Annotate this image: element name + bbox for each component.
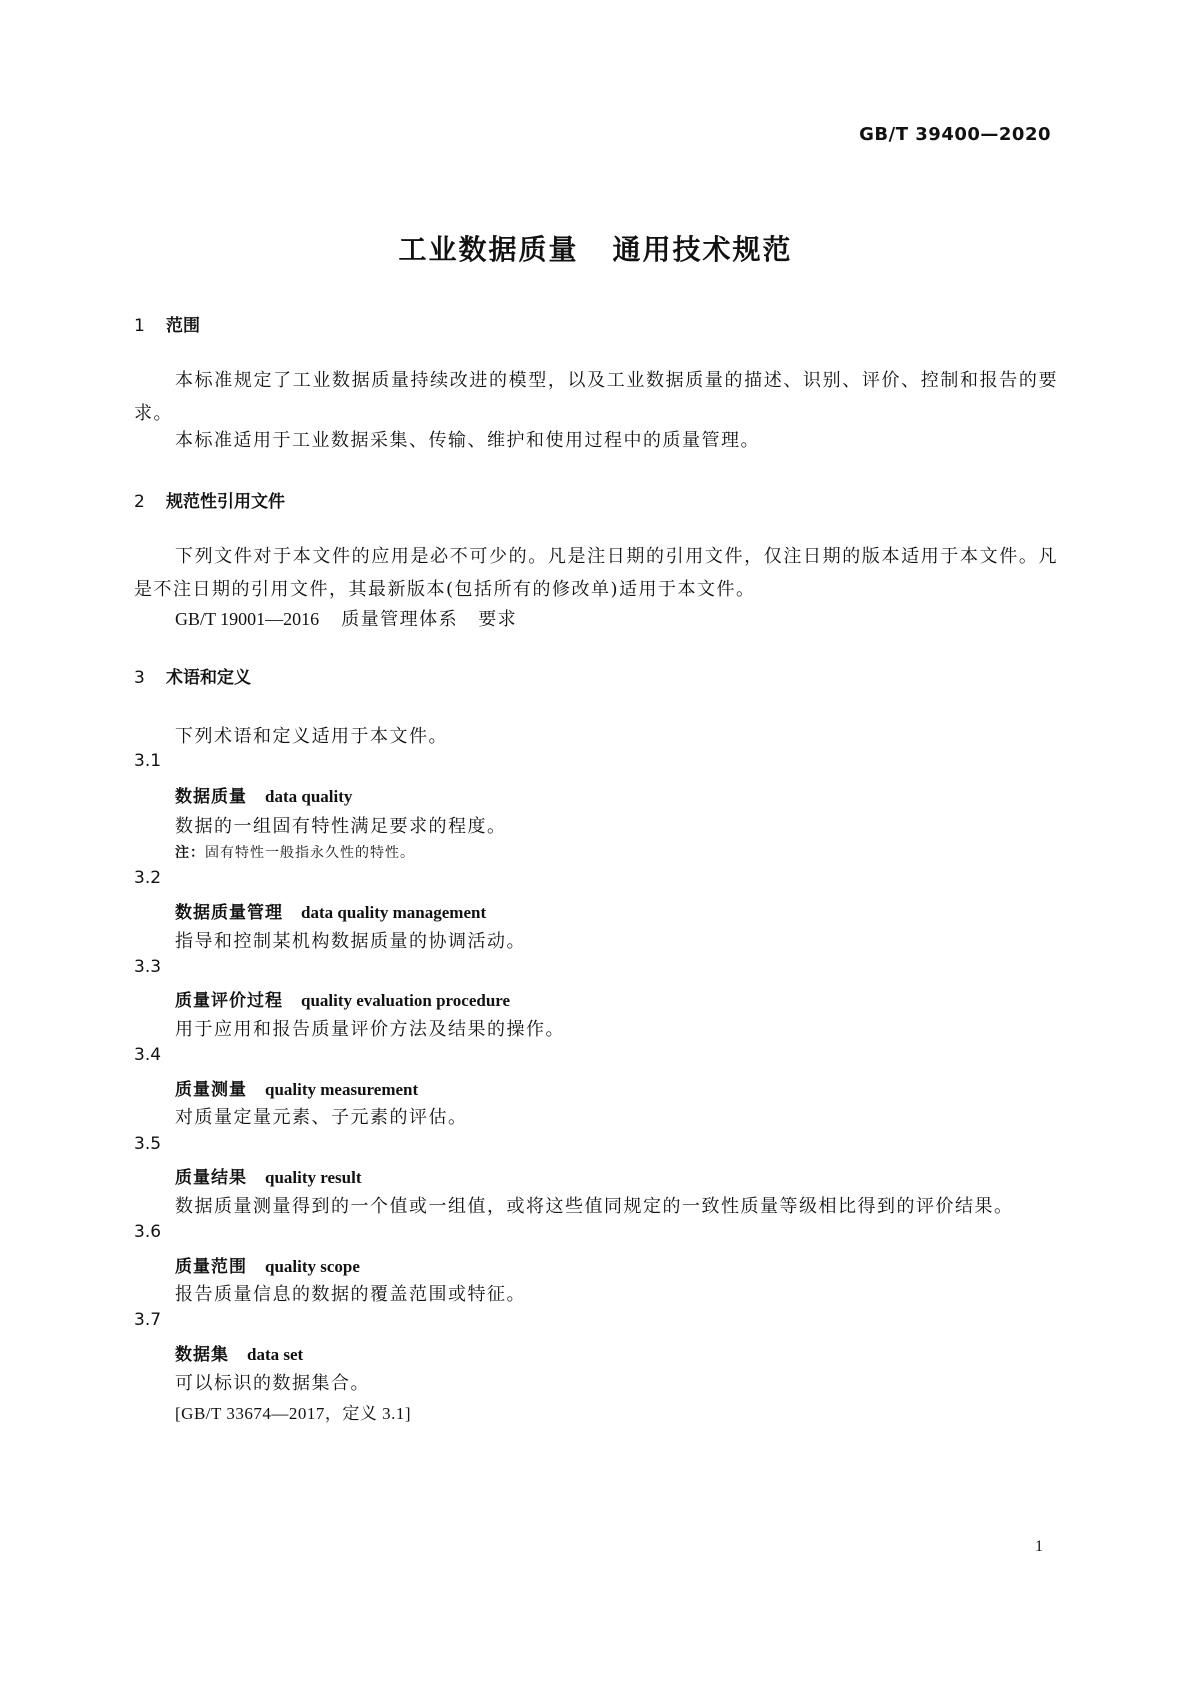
term-definition: 数据的一组固有特性满足要求的程度。 [175,816,507,837]
references-paragraph: 下列文件对于本文件的应用是必不可少的。凡是注日期的引用文件，仅注日期的版本适用于本文件。凡是不注日期的引用文件，其最新版本(包括所有的修改单)适用于本文件。 [134,546,1058,600]
note-text: 固有特性一般指永久性的特性。 [205,845,415,861]
term-name-zh: 质量测量 [175,1080,247,1100]
section-heading-normative-references [134,487,285,512]
scope-paragraph-2: 本标准适用于工业数据采集、传输、维护和使用过程中的质量管理。 [175,430,760,451]
term-name-zh: 质量结果 [175,1168,247,1188]
term-number: 3.2 [134,868,162,888]
term-number: 3.7 [134,1310,162,1330]
standard-code: GB/T 39400—2020 [859,124,1051,145]
reference-code: GB/T 19001—2016 [175,609,320,629]
term-source: [GB/T 33674—2017，定义 3.1] [175,1404,411,1423]
term-name-zh: 数据质量 [175,787,247,807]
section-number: 3 [134,668,145,688]
document-title-part1: 工业数据质量 [398,233,579,266]
term-definition: 报告质量信息的数据的覆盖范围或特征。 [175,1284,526,1305]
section-title: 范围 [166,316,200,336]
term-note [175,842,415,862]
term-name-en: quality result [265,1168,362,1187]
document-title [0,228,1191,268]
term-name [175,1075,418,1100]
term-number: 3.3 [134,957,162,977]
term-name-zh: 数据集 [175,1345,229,1365]
reference-title: 质量管理体系 [341,609,459,630]
term-name-zh: 质量评价过程 [175,991,283,1011]
section-number: 2 [134,492,145,512]
term-name [175,1340,303,1365]
reference-entry [175,605,517,631]
section-heading-scope [134,311,200,336]
term-number: 3.5 [134,1134,162,1154]
page-number: 1 [1035,1538,1043,1555]
term-name [175,986,510,1011]
term-name-zh: 质量范围 [175,1257,247,1277]
term-name [175,898,486,923]
scope-paragraph-1: 本标准规定了工业数据质量持续改进的模型，以及工业数据质量的描述、识别、评价、控制和报告的要求。 [134,370,1058,424]
term-number: 3.1 [134,751,162,771]
term-definition: 对质量定量元素、子元素的评估。 [175,1107,468,1128]
document-title-part2: 通用技术规范 [612,233,793,266]
term-definition: 用于应用和报告质量评价方法及结果的操作。 [175,1019,565,1040]
term-number: 3.4 [134,1045,162,1065]
reference-subtitle: 要求 [478,609,518,630]
term-name-en: quality scope [265,1257,360,1276]
term-name [175,1252,360,1277]
section-title: 术语和定义 [166,668,251,688]
term-name-en: quality measurement [265,1080,419,1099]
term-name [175,782,352,807]
section-heading-terms [134,663,251,688]
term-name-zh: 数据质量管理 [175,903,283,923]
term-name-en: data quality [265,787,353,806]
note-label: 注： [175,845,205,861]
term-name [175,1163,362,1188]
section-number: 1 [134,316,145,336]
term-number: 3.6 [134,1222,162,1242]
term-name-en: data quality management [301,903,487,922]
section-title: 规范性引用文件 [166,492,285,512]
term-definition: 数据质量测量得到的一个值或一组值，或将这些值同规定的一致性质量等级相比得到的评价结果。 [175,1196,1014,1217]
term-name-en: data set [247,1345,304,1364]
term-name-en: quality evaluation procedure [301,991,511,1010]
term-definition: 可以标识的数据集合。 [175,1373,370,1394]
terms-intro: 下列术语和定义适用于本文件。 [175,726,448,747]
term-definition: 指导和控制某机构数据质量的协调活动。 [175,931,526,952]
